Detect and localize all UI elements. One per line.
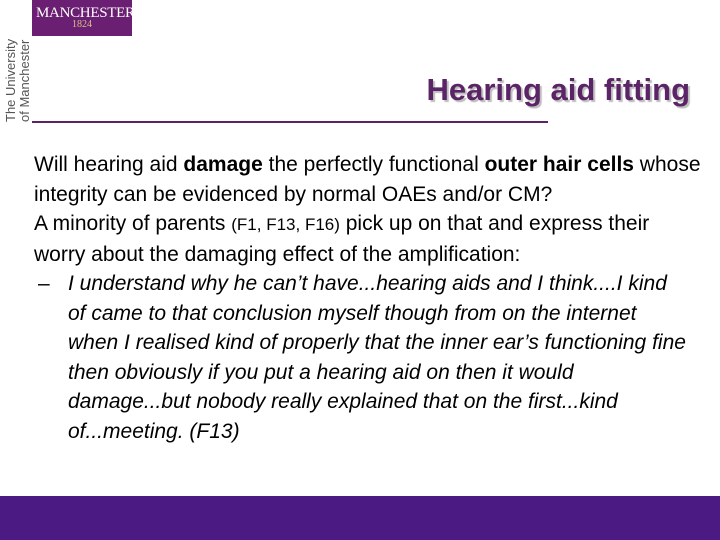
- vertical-name-line2: of Manchester: [17, 39, 32, 122]
- university-logo: [32, 0, 135, 36]
- slide-content: [34, 150, 704, 446]
- quote-dash: –: [38, 272, 50, 295]
- title-divider: [32, 121, 548, 123]
- quote-item: [34, 269, 704, 446]
- p2-text-2: pick up on that and express their worry about the damaging effect of the amplification:: [34, 212, 650, 266]
- p1-text-1: Will hearing aid: [34, 153, 184, 176]
- p1-text-3: whose integrity can be evidenced by normal OAEs and/or CM?: [34, 153, 701, 206]
- university-vertical-name: [4, 32, 34, 122]
- p1-bold-damage: damage: [183, 153, 263, 176]
- p1-bold-outer-hair-cells: outer hair cells: [484, 153, 634, 176]
- p2-participants: (F1, F13, F16): [231, 215, 340, 234]
- paragraph-parents: [34, 209, 704, 269]
- p1-text-2: the perfectly functional: [262, 153, 485, 176]
- slide-title: Hearing aid fitting: [426, 72, 690, 107]
- footer-bar: [0, 496, 720, 540]
- p2-text-1: A minority of parents: [34, 212, 232, 235]
- vertical-name-line1: The University: [3, 38, 18, 122]
- paragraph-question: [34, 150, 704, 209]
- logo-year: 1824: [72, 19, 92, 30]
- quote-text: I understand why he can’t have...hearing aids and I think....I kind of came to that conclusion myself though from on the internet when I realised kind of properly that the inner ear’s functioning fine then obviously if you put a hearing aid on then it would damage...but nobody really explained that on the first...kind of...meeting. (F13): [68, 272, 686, 443]
- logo-name: MANCHESTER: [36, 5, 135, 21]
